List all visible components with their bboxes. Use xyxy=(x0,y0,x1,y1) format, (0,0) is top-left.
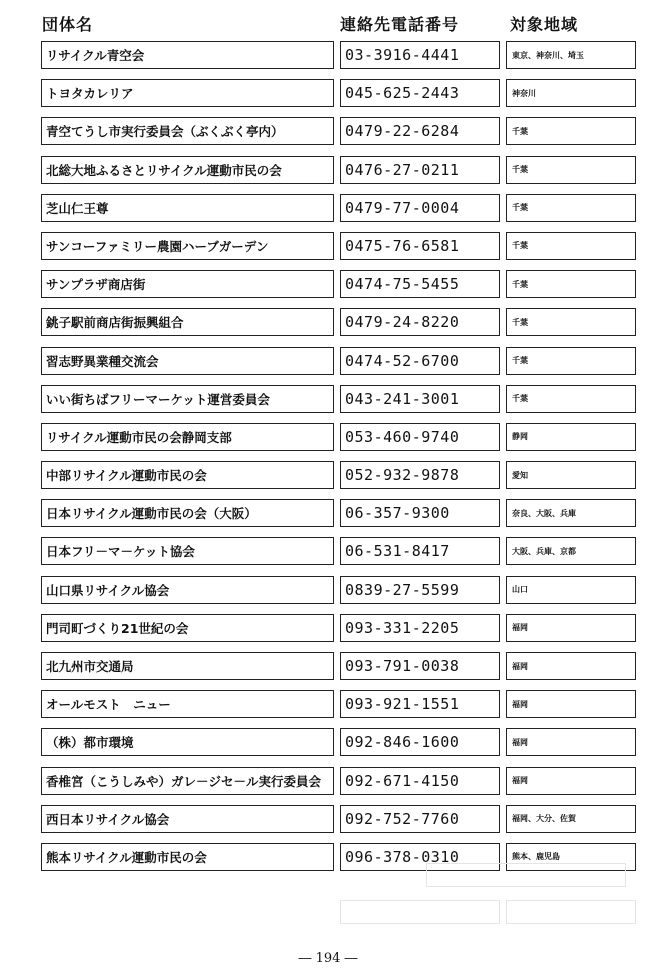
region-cell: 福岡、大分、佐賀 xyxy=(506,805,636,833)
header-contact-phone: 連絡先電話番号 xyxy=(340,15,460,34)
region-cell: 山口 xyxy=(506,576,636,604)
table-row xyxy=(0,41,656,71)
table-row xyxy=(0,270,656,300)
region-cell: 奈良、大阪、兵庫 xyxy=(506,499,636,527)
organization-name-cell: 熊本リサイクル運動市民の会 xyxy=(41,843,334,871)
bleed-through-box xyxy=(506,900,636,924)
phone-number-cell: 093-791-0038 xyxy=(340,652,500,680)
phone-number-cell: 0479-24-8220 xyxy=(340,308,500,336)
region-cell: 東京、神奈川、埼玉 xyxy=(506,41,636,69)
phone-number-cell: 0479-22-6284 xyxy=(340,117,500,145)
region-cell: 福岡 xyxy=(506,767,636,795)
phone-number-cell: 093-921-1551 xyxy=(340,690,500,718)
organization-name-cell: （株）都市環境 xyxy=(41,728,334,756)
table-row xyxy=(0,576,656,606)
table-row xyxy=(0,423,656,453)
organization-name-cell: 中部リサイクル運動市民の会 xyxy=(41,461,334,489)
phone-number-cell: 092-846-1600 xyxy=(340,728,500,756)
region-cell: 福岡 xyxy=(506,728,636,756)
organization-name-cell: トヨタカレリア xyxy=(41,79,334,107)
phone-number-cell: 092-752-7760 xyxy=(340,805,500,833)
region-cell: 福岡 xyxy=(506,690,636,718)
table-row xyxy=(0,194,656,224)
phone-number-cell: 053-460-9740 xyxy=(340,423,500,451)
region-cell: 福岡 xyxy=(506,614,636,642)
phone-number-cell: 0479-77-0004 xyxy=(340,194,500,222)
phone-number-cell: 0839-27-5599 xyxy=(340,576,500,604)
phone-number-cell: 0476-27-0211 xyxy=(340,156,500,184)
phone-number-cell: 0474-75-5455 xyxy=(340,270,500,298)
organization-name-cell: いい街ちばフリーマーケット運営委員会 xyxy=(41,385,334,413)
organization-table xyxy=(0,41,656,881)
bleed-through-box xyxy=(340,900,500,924)
organization-name-cell: 香椎宮（こうしみや）ガレ－ジセ－ル実行委員会 xyxy=(41,767,334,795)
table-row xyxy=(0,232,656,262)
organization-name-cell: リサイクル青空会 xyxy=(41,41,334,69)
region-cell: 大阪、兵庫、京都 xyxy=(506,537,636,565)
phone-number-cell: 052-932-9878 xyxy=(340,461,500,489)
table-row xyxy=(0,652,656,682)
region-cell: 千葉 xyxy=(506,232,636,260)
phone-number-cell: 0474-52-6700 xyxy=(340,347,500,375)
region-cell: 千葉 xyxy=(506,156,636,184)
table-row xyxy=(0,347,656,377)
table-row xyxy=(0,499,656,529)
phone-number-cell: 06-531-8417 xyxy=(340,537,500,565)
phone-number-cell: 043-241-3001 xyxy=(340,385,500,413)
table-row xyxy=(0,767,656,797)
table-row xyxy=(0,690,656,720)
table-row xyxy=(0,385,656,415)
organization-name-cell: 北九州市交通局 xyxy=(41,652,334,680)
table-row xyxy=(0,728,656,758)
region-cell: 神奈川 xyxy=(506,79,636,107)
phone-number-cell: 092-671-4150 xyxy=(340,767,500,795)
region-cell: 千葉 xyxy=(506,270,636,298)
table-row xyxy=(0,156,656,186)
table-row xyxy=(0,614,656,644)
region-cell: 愛知 xyxy=(506,461,636,489)
region-cell: 千葉 xyxy=(506,194,636,222)
bleed-through-box xyxy=(426,863,626,887)
phone-number-cell: 0475-76-6581 xyxy=(340,232,500,260)
region-cell: 千葉 xyxy=(506,347,636,375)
region-cell: 千葉 xyxy=(506,385,636,413)
table-row xyxy=(0,461,656,491)
organization-name-cell: 山口県リサイクル協会 xyxy=(41,576,334,604)
table-row xyxy=(0,79,656,109)
phone-number-cell: 03-3916-4441 xyxy=(340,41,500,69)
organization-name-cell: 北総大地ふるさとリサイクル運動市民の会 xyxy=(41,156,334,184)
organization-name-cell: 西日本リサイクル協会 xyxy=(41,805,334,833)
phone-number-cell: 045-625-2443 xyxy=(340,79,500,107)
organization-name-cell: リサイクル運動市民の会静岡支部 xyxy=(41,423,334,451)
header-target-region: 対象地域 xyxy=(510,15,579,34)
region-cell: 福岡 xyxy=(506,652,636,680)
region-cell: 千葉 xyxy=(506,117,636,145)
organization-name-cell: オールモスト ニュー xyxy=(41,690,334,718)
organization-name-cell: 習志野異業種交流会 xyxy=(41,347,334,375)
organization-name-cell: 日本リサイクル運動市民の会（大阪） xyxy=(41,499,334,527)
table-row xyxy=(0,117,656,147)
table-row xyxy=(0,805,656,835)
region-cell: 熊本、鹿児島 xyxy=(506,843,636,871)
organization-name-cell: 銚子駅前商店街振興組合 xyxy=(41,308,334,336)
header-organization-name: 団体名 xyxy=(42,15,94,34)
phone-number-cell: 093-331-2205 xyxy=(340,614,500,642)
page-number: ― 194 ― xyxy=(298,951,358,966)
table-row xyxy=(0,308,656,338)
phone-number-cell: 096-378-0310 xyxy=(340,843,500,871)
organization-name-cell: サンコーファミリー農園ハーブガーデン xyxy=(41,232,334,260)
organization-name-cell: 日本フリ－マ－ケット協会 xyxy=(41,537,334,565)
organization-name-cell: 門司町づくり21世紀の会 xyxy=(41,614,334,642)
region-cell: 千葉 xyxy=(506,308,636,336)
organization-name-cell: 芝山仁王尊 xyxy=(41,194,334,222)
table-row xyxy=(0,537,656,567)
region-cell: 静岡 xyxy=(506,423,636,451)
organization-name-cell: 青空てうし市実行委員会（ぶくぶく亭内） xyxy=(41,117,334,145)
phone-number-cell: 06-357-9300 xyxy=(340,499,500,527)
organization-name-cell: サンプラザ商店街 xyxy=(41,270,334,298)
